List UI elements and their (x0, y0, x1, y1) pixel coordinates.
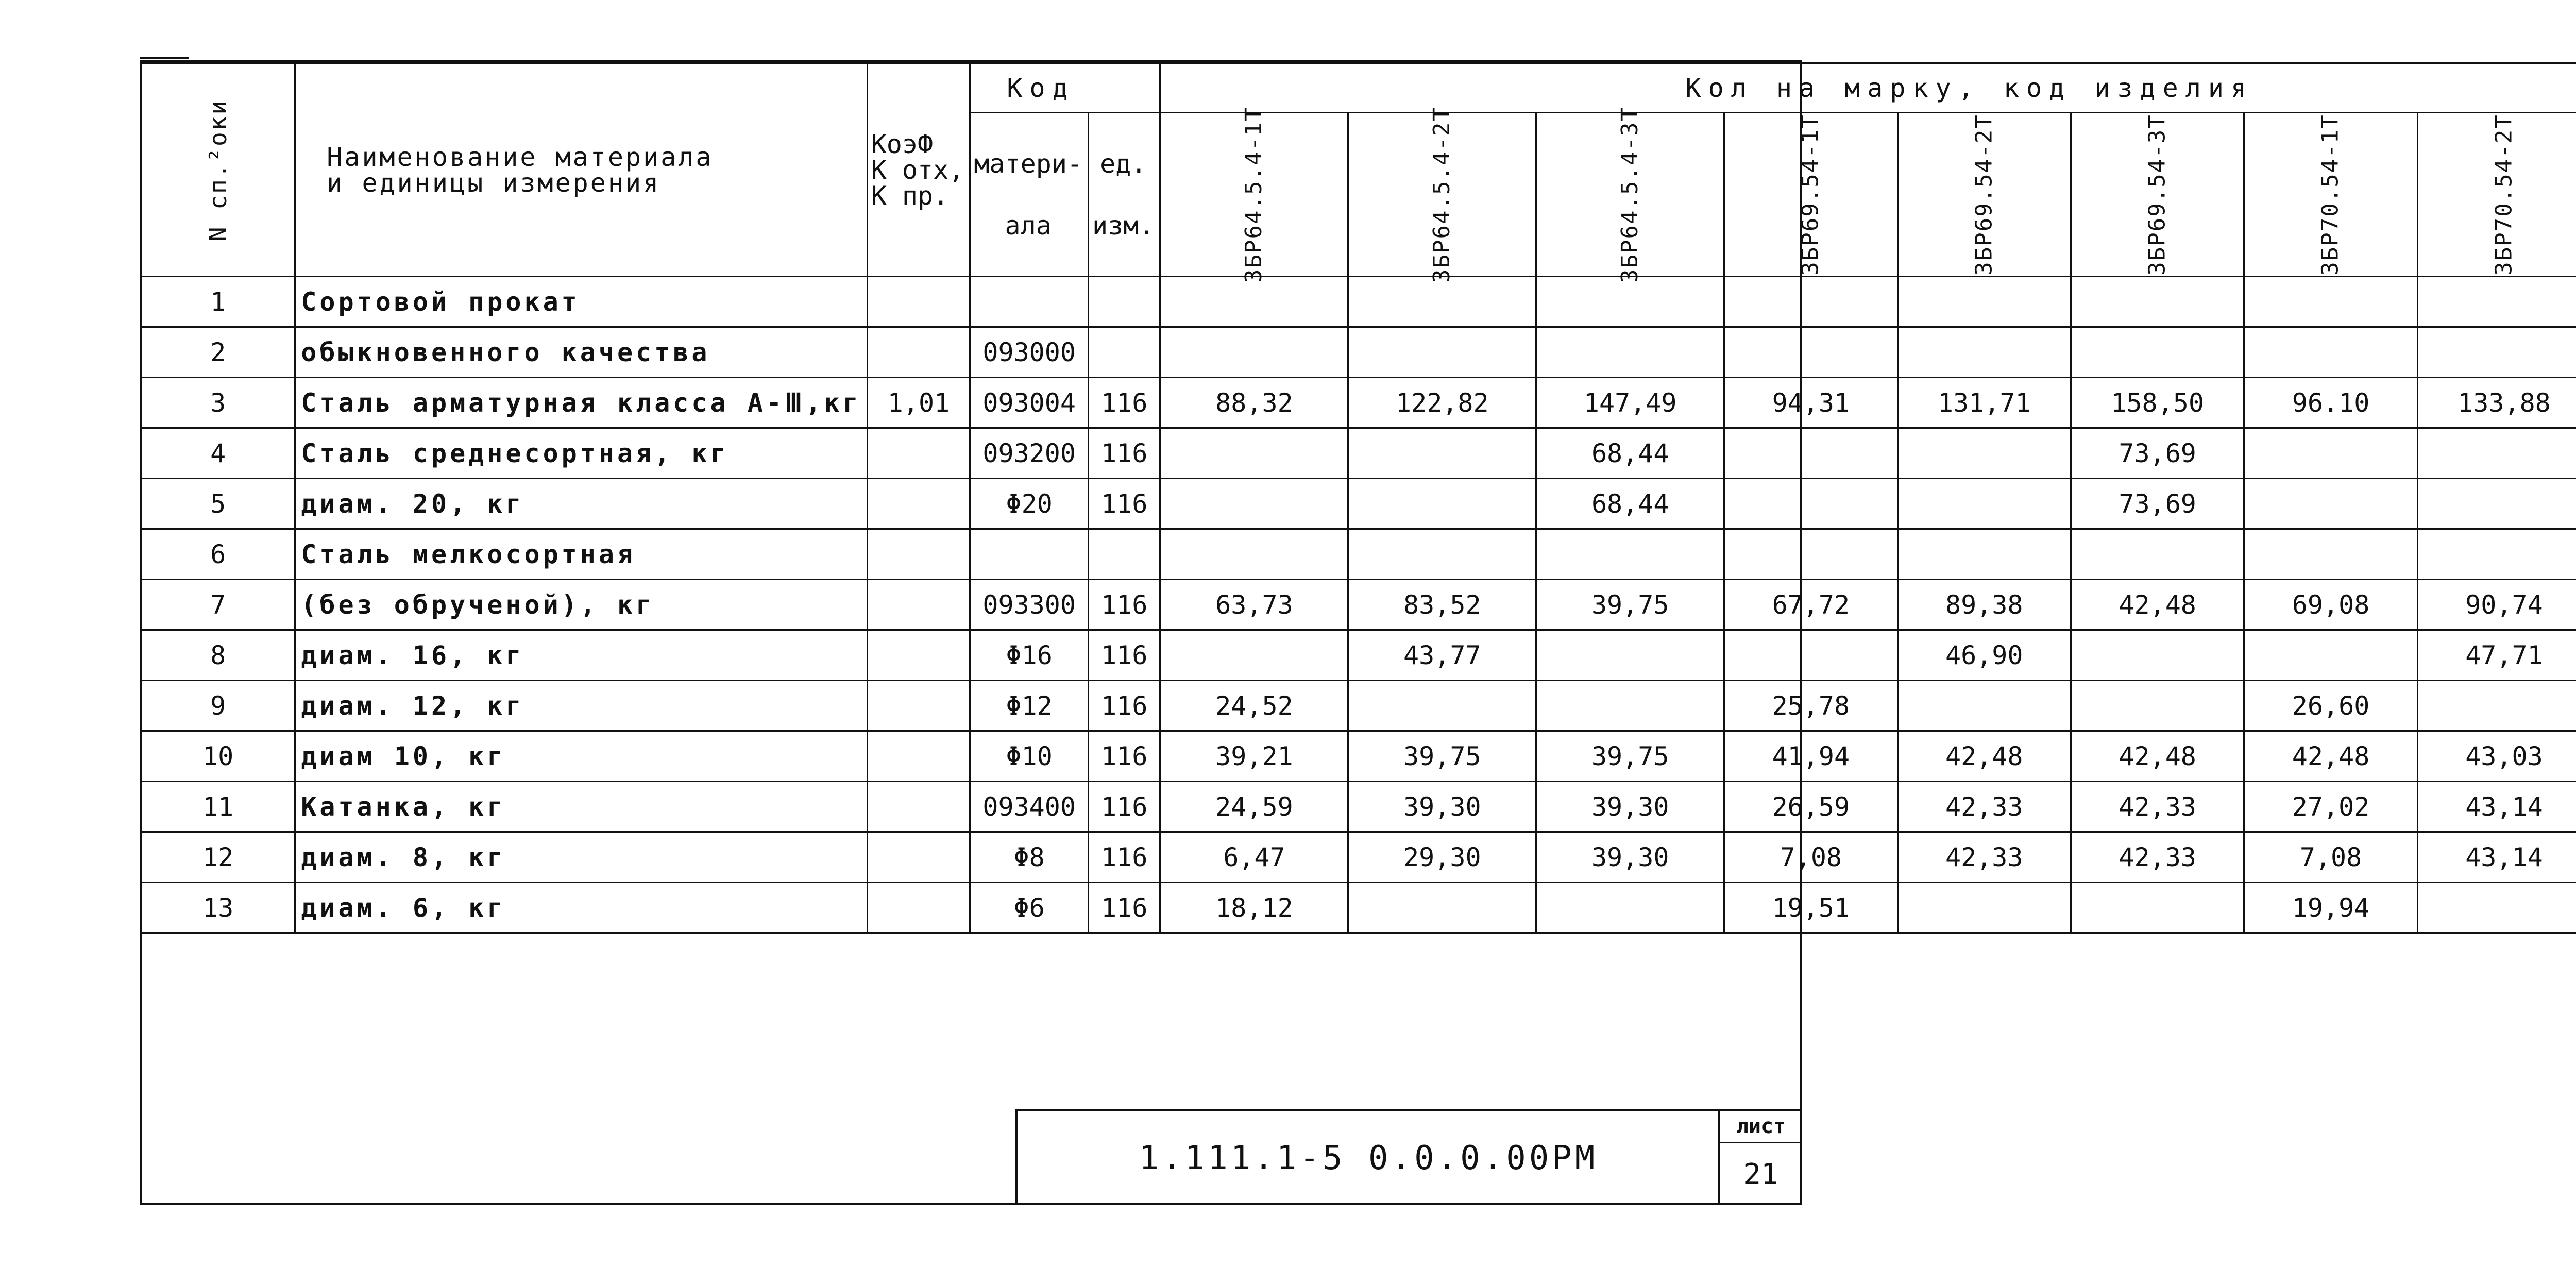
table-row (141, 580, 2576, 630)
product-header: 3БР70.54-1Т (2244, 113, 2417, 277)
material-name: (без обрученой), кг (295, 580, 867, 630)
unit-code: 116 (1089, 428, 1160, 479)
quantity-cell (1897, 681, 2071, 731)
material-code-header: матери- ала (970, 113, 1089, 277)
material-name: Сталь арматурная класса A-Ⅲ,кг (295, 378, 867, 428)
quantity-cell (1897, 529, 2071, 580)
quantity-cell (1724, 630, 1897, 681)
quantity-cell: 43,14 (2417, 782, 2576, 832)
coefficient (867, 580, 970, 630)
quantity-cell (2244, 630, 2417, 681)
coefficient: 1,01 (867, 378, 970, 428)
quantity-cell: 42,48 (2071, 731, 2244, 782)
quantity-cell (2244, 479, 2417, 529)
quantity-cell (1348, 883, 1536, 933)
coefficient (867, 277, 970, 327)
quantity-cell (2071, 630, 2244, 681)
quantity-cell: 42,33 (2071, 782, 2244, 832)
quantity-cell (1348, 327, 1536, 378)
material-code (970, 529, 1089, 580)
quantity-cell: 27,02 (2244, 782, 2417, 832)
quantity-cell: 46,90 (1897, 630, 2071, 681)
material-code: 093300 (970, 580, 1089, 630)
quantity-cell: 73,69 (2071, 428, 2244, 479)
table-row (141, 428, 2576, 479)
table-row (141, 479, 2576, 529)
quantity-cell: 42,33 (2071, 832, 2244, 883)
row-number: 6 (141, 529, 295, 580)
table-row (141, 883, 2576, 933)
quantity-cell (1536, 529, 1724, 580)
quantity-cell: 43,14 (2417, 832, 2576, 883)
product-header: 3БР64.5.4-2Т (1348, 113, 1536, 277)
quantity-cell (1536, 883, 1724, 933)
quantity-cell: 69,08 (2244, 580, 2417, 630)
table-row (141, 681, 2576, 731)
quantity-cell: 43,77 (1348, 630, 1536, 681)
quantity-cell: 47,71 (2417, 630, 2576, 681)
material-name: диам 10, кг (295, 731, 867, 782)
quantity-cell: 90,74 (2417, 580, 2576, 630)
quantity-cell (1160, 277, 1348, 327)
row-number: 3 (141, 378, 295, 428)
quantity-cell: 39,30 (1348, 782, 1536, 832)
quantity-cell: 83,52 (1348, 580, 1536, 630)
coefficient (867, 832, 970, 883)
quantity-cell (2071, 277, 2244, 327)
quantity-cell (1348, 529, 1536, 580)
product-header: 3БР64.5.4-3Т (1536, 113, 1724, 277)
material-code: 093004 (970, 378, 1089, 428)
specification-sheet (140, 60, 2551, 1205)
code-group-header: Код (970, 63, 1160, 113)
quantity-group-header: Кол на марку, код изделия (1160, 63, 2576, 113)
quantity-cell: 42,48 (2071, 580, 2244, 630)
quantity-cell (1897, 883, 2071, 933)
quantity-cell: 24,52 (1160, 681, 1348, 731)
quantity-cell: 6,47 (1160, 832, 1348, 883)
quantity-cell (2071, 529, 2244, 580)
material-name: Сталь среднесортная, кг (295, 428, 867, 479)
material-code: 093200 (970, 428, 1089, 479)
quantity-cell: 19,94 (2244, 883, 2417, 933)
quantity-cell (1348, 428, 1536, 479)
coefficient (867, 529, 970, 580)
product-header: 3БР69.54-1Т (1724, 113, 1897, 277)
quantity-cell: 89,38 (1897, 580, 2071, 630)
material-code: Φ12 (970, 681, 1089, 731)
coefficient (867, 883, 970, 933)
quantity-cell: 88,32 (1160, 378, 1348, 428)
materials-table (140, 62, 2576, 934)
quantity-cell: 67,72 (1724, 580, 1897, 630)
material-name: диам. 20, кг (295, 479, 867, 529)
quantity-cell (1724, 428, 1897, 479)
coefficient (867, 731, 970, 782)
quantity-cell (1348, 479, 1536, 529)
quantity-cell (1160, 327, 1348, 378)
quantity-cell (1897, 479, 2071, 529)
unit-code: 116 (1089, 883, 1160, 933)
quantity-cell (1348, 681, 1536, 731)
header-row-1 (141, 63, 2576, 113)
quantity-cell (1160, 479, 1348, 529)
quantity-cell: 39,75 (1536, 731, 1724, 782)
material-name-header: Наименование материала и единицы измерения (295, 63, 867, 277)
row-number: 9 (141, 681, 295, 731)
row-number: 12 (141, 832, 295, 883)
coefficient (867, 630, 970, 681)
quantity-cell: 43,03 (2417, 731, 2576, 782)
quantity-cell: 63,73 (1160, 580, 1348, 630)
quantity-cell: 158,50 (2071, 378, 2244, 428)
quantity-cell (1348, 277, 1536, 327)
quantity-cell: 24,59 (1160, 782, 1348, 832)
row-number: 4 (141, 428, 295, 479)
quantity-cell (1724, 327, 1897, 378)
sheet-number: 21 (1743, 1157, 1778, 1191)
quantity-cell: 7,08 (1724, 832, 1897, 883)
quantity-cell (1724, 277, 1897, 327)
quantity-cell (1897, 428, 2071, 479)
coefficient (867, 479, 970, 529)
quantity-cell (2417, 479, 2576, 529)
quantity-cell: 26,59 (1724, 782, 1897, 832)
quantity-cell (2244, 529, 2417, 580)
unit-code: 116 (1089, 580, 1160, 630)
quantity-cell: 42,48 (2244, 731, 2417, 782)
quantity-cell (2244, 428, 2417, 479)
document-code: 1.111.1-5 0.0.0.00РМ (1139, 1139, 1598, 1177)
table-row (141, 630, 2576, 681)
unit-code: 116 (1089, 630, 1160, 681)
quantity-cell: 39,30 (1536, 832, 1724, 883)
coefficient (867, 428, 970, 479)
sheet-label: лист (1720, 1111, 1802, 1143)
table-row (141, 327, 2576, 378)
table-row (141, 277, 2576, 327)
quantity-cell: 39,75 (1348, 731, 1536, 782)
quantity-cell: 26,60 (2244, 681, 2417, 731)
row-number: 7 (141, 580, 295, 630)
quantity-cell: 19,51 (1724, 883, 1897, 933)
table-row (141, 378, 2576, 428)
material-code: Φ16 (970, 630, 1089, 681)
quantity-cell: 42,33 (1897, 832, 2071, 883)
unit-code (1089, 277, 1160, 327)
quantity-cell: 133,88 (2417, 378, 2576, 428)
quantity-cell (2417, 883, 2576, 933)
quantity-cell: 131,71 (1897, 378, 2071, 428)
material-name: диам. 8, кг (295, 832, 867, 883)
material-name: Катанка, кг (295, 782, 867, 832)
row-number: 13 (141, 883, 295, 933)
sheet-box (1718, 1111, 1802, 1205)
material-name: Сортовой прокат (295, 277, 867, 327)
quantity-cell (2417, 529, 2576, 580)
material-code: 093000 (970, 327, 1089, 378)
quantity-cell (1897, 277, 2071, 327)
material-name: диам. 6, кг (295, 883, 867, 933)
quantity-cell: 122,82 (1348, 378, 1536, 428)
title-block (1015, 1109, 1801, 1205)
quantity-cell (2417, 277, 2576, 327)
unit-code: 116 (1089, 681, 1160, 731)
quantity-cell (1160, 529, 1348, 580)
quantity-cell (1897, 327, 2071, 378)
quantity-cell: 96.10 (2244, 378, 2417, 428)
material-code: Φ20 (970, 479, 1089, 529)
product-header: 3БР64.5.4-1Т (1160, 113, 1348, 277)
quantity-cell: 39,21 (1160, 731, 1348, 782)
quantity-cell: 25,78 (1724, 681, 1897, 731)
material-code: Φ10 (970, 731, 1089, 782)
unit-code-header: ед. изм. (1089, 113, 1160, 277)
quantity-cell (2244, 277, 2417, 327)
quantity-cell (2071, 883, 2244, 933)
table-row (141, 832, 2576, 883)
top-edge-line (140, 57, 189, 59)
quantity-cell (2071, 681, 2244, 731)
quantity-cell: 94,31 (1724, 378, 1897, 428)
material-code: 093400 (970, 782, 1089, 832)
product-header: 3БР69.54-3Т (2071, 113, 2244, 277)
product-header: 3БР70.54-2Т (2417, 113, 2576, 277)
material-code: Φ8 (970, 832, 1089, 883)
quantity-cell: 18,12 (1160, 883, 1348, 933)
quantity-cell: 147,49 (1536, 378, 1724, 428)
material-name: диам. 16, кг (295, 630, 867, 681)
product-header: 3БР69.54-2Т (1897, 113, 2071, 277)
unit-code: 116 (1089, 731, 1160, 782)
quantity-cell (1160, 428, 1348, 479)
coefficient (867, 327, 970, 378)
table-row (141, 782, 2576, 832)
quantity-cell (1160, 630, 1348, 681)
unit-code (1089, 327, 1160, 378)
quantity-cell (1536, 630, 1724, 681)
quantity-cell (2417, 327, 2576, 378)
material-name: Сталь мелкосортная (295, 529, 867, 580)
quantity-cell (1536, 681, 1724, 731)
quantity-cell: 39,75 (1536, 580, 1724, 630)
unit-code: 116 (1089, 479, 1160, 529)
table-row (141, 529, 2576, 580)
coefficient (867, 681, 970, 731)
quantity-cell (2244, 327, 2417, 378)
quantity-cell: 68,44 (1536, 428, 1724, 479)
quantity-cell: 7,08 (2244, 832, 2417, 883)
row-number: 1 (141, 277, 295, 327)
row-number: 10 (141, 731, 295, 782)
quantity-cell (2417, 428, 2576, 479)
material-name: диам. 12, кг (295, 681, 867, 731)
row-number: 2 (141, 327, 295, 378)
quantity-cell (1536, 327, 1724, 378)
quantity-cell (1724, 529, 1897, 580)
coefficient (867, 782, 970, 832)
material-code (970, 277, 1089, 327)
coefficient-header: КоэФ К отх, К пр. (867, 63, 970, 277)
unit-code (1089, 529, 1160, 580)
unit-code: 116 (1089, 782, 1160, 832)
quantity-cell: 42,48 (1897, 731, 2071, 782)
row-number: 8 (141, 630, 295, 681)
quantity-cell (2071, 327, 2244, 378)
table-body (141, 277, 2576, 933)
quantity-cell (1724, 479, 1897, 529)
quantity-cell (2417, 681, 2576, 731)
row-number: 11 (141, 782, 295, 832)
unit-code: 116 (1089, 832, 1160, 883)
quantity-cell: 41,94 (1724, 731, 1897, 782)
row-number: 5 (141, 479, 295, 529)
unit-code: 116 (1089, 378, 1160, 428)
quantity-cell: 29,30 (1348, 832, 1536, 883)
row-number-header: N сп.²оки (141, 63, 295, 277)
quantity-cell: 68,44 (1536, 479, 1724, 529)
quantity-cell: 42,33 (1897, 782, 2071, 832)
material-code: Φ6 (970, 883, 1089, 933)
material-name: обыкновенного качества (295, 327, 867, 378)
quantity-cell: 39,30 (1536, 782, 1724, 832)
quantity-cell: 73,69 (2071, 479, 2244, 529)
table-row (141, 731, 2576, 782)
quantity-cell (1536, 277, 1724, 327)
